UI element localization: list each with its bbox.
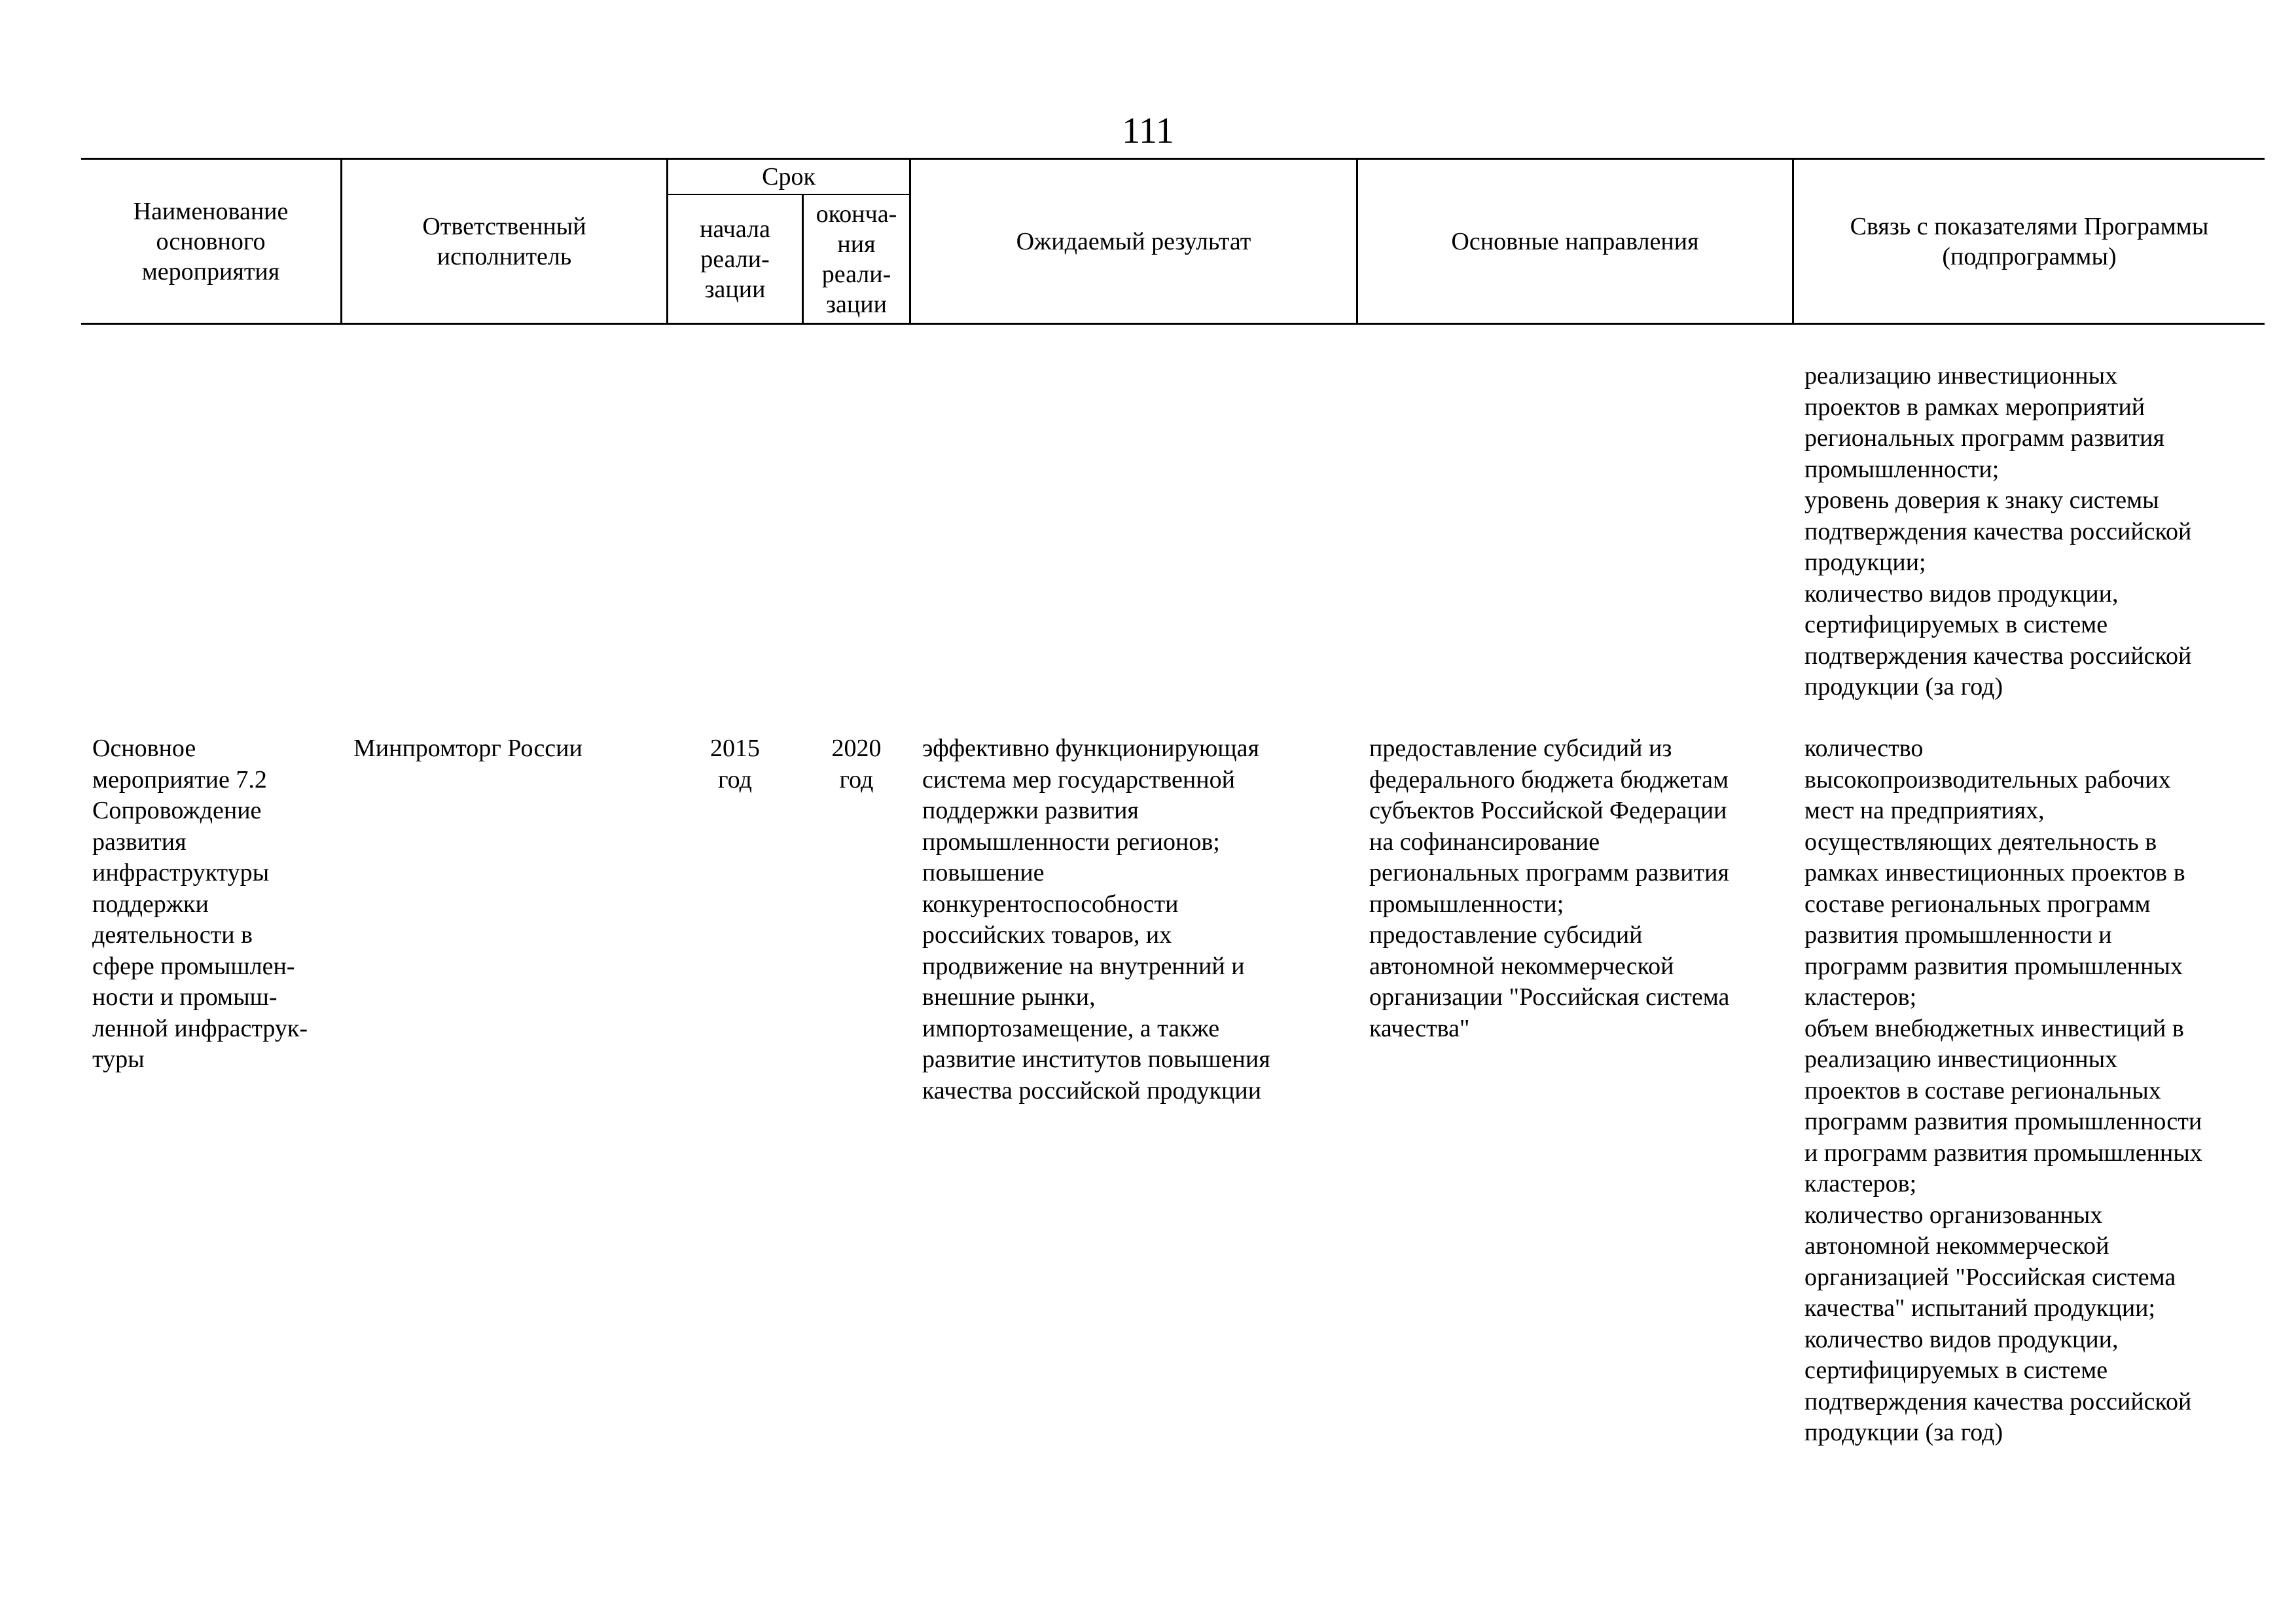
header-end-text: оконча- ния реали- зации xyxy=(816,200,897,318)
header-end xyxy=(804,195,909,323)
header-term xyxy=(668,160,909,194)
header-start xyxy=(668,195,802,323)
header-executor xyxy=(342,160,666,323)
continuation-indicators: реализацию инвестиционных проектов в рамках мероприятий региональных программ развития промышленности; уровень доверия к знаку системы подтверждения качества российской продукции; количество видов продукции, сертифицируемых в системе подтверждения качества российской продукции (за год) xyxy=(1804,362,2192,701)
header-directions xyxy=(1358,160,1792,323)
row-start: 2015 год xyxy=(710,735,760,793)
row-end: 2020 год xyxy=(831,735,882,793)
header-name-text: Наименование основного мероприятия xyxy=(133,197,289,285)
row-indicators: количество высокопроизводительных рабочих мест на предприятиях, осуществляющих деятельность в рамках инвестиционных проектов в составе региональных программ развития промышленности и программ развития промышленных кластеров; объем внебюджетных инвестиций в реализацию инвестиционных проектов в составе региональных программ развития промышленности и программ развития промышленных кластеров; количество организованных автономной некоммерческой организацией "Российская система качества" испытаний продукции; количество видов продукции, сертифицируемых в системе подтверждения качества российской продукции (за год) xyxy=(1804,735,2202,1446)
row-executor: Минпромторг России xyxy=(353,735,583,762)
row-directions: предоставление субсидий из федерального бюджета бюджетам субъектов Российской Федерации на софинансирование региональных программ развития промышленности; предоставление субсидий автономной некоммерческой организации "Российская система качества" xyxy=(1369,735,1730,1042)
header-executor-text: Ответственный исполнитель xyxy=(422,212,586,270)
page-number: 111 xyxy=(1122,111,1174,151)
header-indicators-text: Связь с показателями Программы (подпрограммы) xyxy=(1850,212,2209,270)
header-directions-text: Основные направления xyxy=(1451,227,1699,255)
header-term-text: Срок xyxy=(762,163,816,191)
row-name: Основное мероприятие 7.2 Сопровождение развития инфраструктуры поддержки деятельности в сфере промышлен- ности и промыш- ленной инфраструк- туры xyxy=(92,735,308,1073)
header-result-text: Ожидаемый результат xyxy=(1016,227,1251,255)
row-result: эффективно функционирующая система мер государственной поддержки развития промышленности регионов; повышение конкурентоспособности российских товаров, их продвижение на внутренний и внешние рынки, импортозамещение, а также развитие институтов повышения качества российской продукции xyxy=(922,735,1270,1104)
header-indicators xyxy=(1794,160,2265,323)
header-bottom-border xyxy=(81,323,2265,325)
header-start-text: начала реали- зации xyxy=(700,215,770,303)
header-result xyxy=(911,160,1356,323)
header-name xyxy=(81,160,340,323)
